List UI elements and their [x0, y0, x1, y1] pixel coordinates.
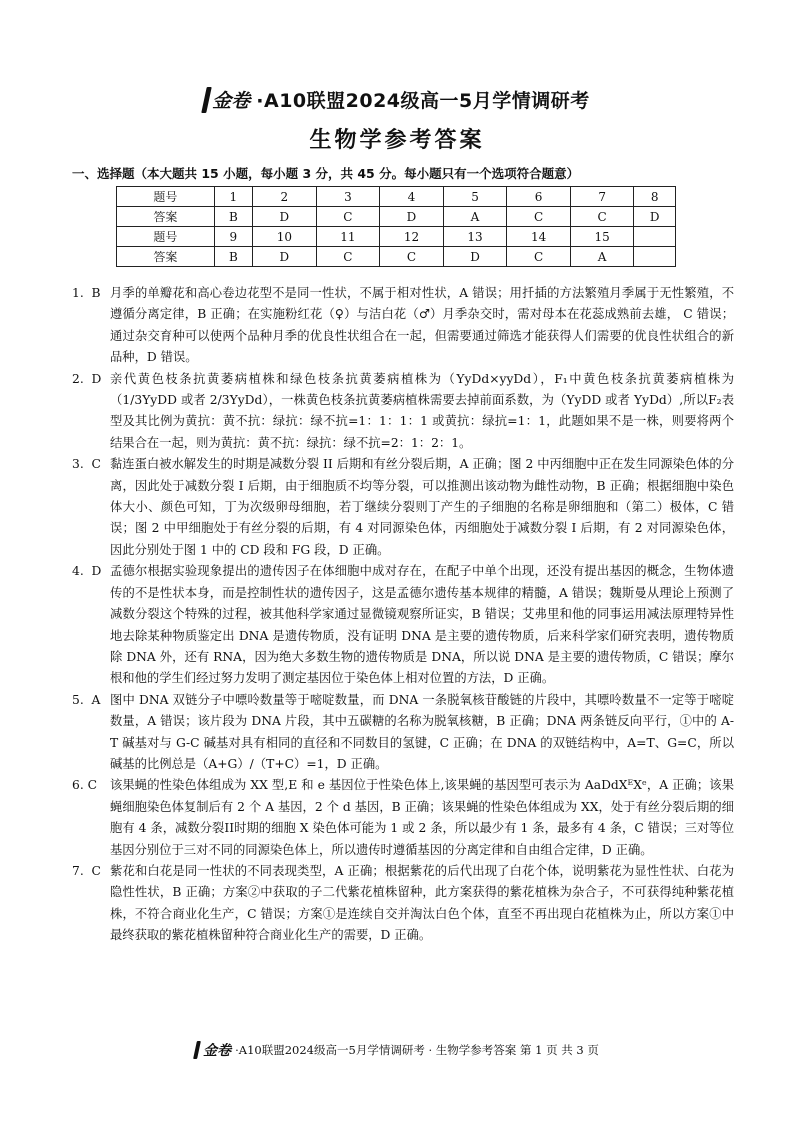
logo-text: 金卷 [212, 90, 251, 112]
question-number: 1 [214, 187, 252, 207]
answer-cell: C [380, 247, 444, 267]
table-row [117, 207, 676, 227]
page-footer [0, 1040, 794, 1060]
page-title: 生物学参考答案 [309, 128, 485, 153]
answer-cell: D [253, 247, 317, 267]
item-number: 5. A [72, 692, 101, 707]
list-item [72, 561, 734, 689]
answer-cell: B [214, 207, 252, 227]
title-line [0, 86, 794, 113]
exam-title: ·A10联盟2024级高一5月学情调研考 [256, 90, 590, 112]
page-header [0, 86, 794, 154]
table-label-question: 题号 [117, 187, 215, 207]
answer-cell: D [253, 207, 317, 227]
table-row [117, 247, 676, 267]
item-text: 孟德尔根据实验现象提出的遗传因子在体细胞中成对存在，在配子中单个出现，还没有提出基因的概念，生物体遗传的不是性状本身，而是控制性状的遗传因子，这是孟德尔遗传基本规律的精髓，A 错误；魏斯曼从理论上预测了减数分裂这个特殊的过程，被其他科学家通过显微镜观察所证实，B 错误；艾弗里和他的同事运用减法原理特异性地去除某种物质鉴定出 DNA 是遗传物质，没有证明 DNA 是主要的遗传物质，后来科学家们研究表明，遗传物质除 DNA 外，还有 RNA，因为绝大多数生物的遗传物质是 DNA，所以说 DNA 是主要的遗传物质，C 错误；摩尔根和他的学生们经过努力发明了测定基因位于染色体上相对位置的方法，D 正确。 [110, 564, 734, 686]
list-item [72, 283, 734, 369]
item-text: 图中 DNA 双链分子中嘌呤数量等于嘧啶数量，而 DNA 一条脱氧核苷酸链的片段中，其嘌呤数量不一定等于嘧啶数量，A 错误；该片段为 DNA 片段，其中五碳糖的名称为脱氧核糖，B 正确；DNA 两条链反向平行，①中的 A-T 碱基对与 G-C 碱基对具有相同的直径和不同数目的氢键，C 正确；在 DNA 的双链结构中，A=T、G=C，所以碱基的比例总是（A+G）/（T+C）=1，D 正确。 [110, 692, 734, 771]
answer-cell: C [570, 207, 634, 227]
item-number: 4. D [72, 564, 102, 579]
item-text: 月季的单瓣花和高心卷边花型不是同一性状，不属于相对性状，A 错误；用扦插的方法繁殖月季属于无性繁殖，不遵循分离定律，B 正确；在实施粉红花（♀）与洁白花（♂）月季杂交时，需对母本在花蕊成熟前去雄， C 错误；通过杂交育种可以使两个品种月季的优良性状组合在一起，但需要通过筛选才能获得人们需要的优良性状组合的新品种，D 错误。 [110, 286, 734, 365]
answer-cell: C [316, 207, 380, 227]
logo-mark-icon [193, 1041, 201, 1059]
list-item [72, 369, 734, 455]
item-number: 1. B [72, 286, 101, 300]
question-number: 14 [507, 227, 571, 247]
question-number: 2 [253, 187, 317, 207]
answer-cell: D [443, 247, 507, 267]
list-item [72, 454, 734, 561]
question-number: 13 [443, 227, 507, 247]
table-label-answer: 答案 [117, 207, 215, 227]
item-number: 2. D [72, 371, 102, 386]
question-number: 10 [253, 227, 317, 247]
explanation-list [72, 283, 734, 947]
question-number: 5 [443, 187, 507, 207]
question-number: 12 [380, 227, 444, 247]
item-text: 该果蝇的性染色体组成为 XX 型,E 和 e 基因位于性染色体上,该果蝇的基因型可表示为 AaDdXᴱXᵉ，A 正确；该果蝇细胞染色体复制后有 2 个 A 基因，2 个 d 基因，B 正确；该果蝇的性染色体组成为 XX，处于有丝分裂后期的细胞有 4 条，减数分裂II时期的细胞 X 染色体可能为 1 或 2 条，所以最少有 1 条，最多有 4 条，C 错误；三对等位基因分别位于三对不同的同源染色体上，所以遗传时遵循基因的分离定律和自由组合定律，D 正确。 [110, 778, 734, 857]
answer-cell: A [570, 247, 634, 267]
table-label-question: 题号 [117, 227, 215, 247]
table-row [117, 187, 676, 207]
answer-cell: C [507, 247, 571, 267]
question-number: 7 [570, 187, 634, 207]
answer-table [116, 186, 676, 267]
logo-mark-icon [201, 87, 212, 113]
list-item [72, 775, 734, 861]
answer-cell: D [380, 207, 444, 227]
question-number: 11 [316, 227, 380, 247]
brand-logo [204, 86, 250, 113]
question-number: 3 [316, 187, 380, 207]
item-text: 亲代黄色枝条抗黄萎病植株和绿色枝条抗黄萎病植株为（YyDd×yyDd），F₁中黄色枝条抗黄萎病植株为（1/3YyDD 或者 2/3YyDd），一株黄色枝条抗黄萎病植株需要去掉前面系数，为（YyDD 或者 YyDd）,所以F₂表型及其比例为黄抗：黄不抗：绿抗：绿不抗=1：1：1：1 或黄抗：绿抗=1：1，此题如果不是一株，则要将两个结果合在一起，则为黄抗：黄不抗：绿抗：绿不抗=2：1：2：1。 [110, 371, 734, 450]
table-label-answer: 答案 [117, 247, 215, 267]
question-number: 6 [507, 187, 571, 207]
answer-cell: D [634, 207, 676, 227]
list-item [72, 861, 734, 947]
list-item [72, 690, 734, 776]
answer-cell: A [443, 207, 507, 227]
footer-logo-text: 金卷 [203, 1043, 232, 1059]
table-row [117, 227, 676, 247]
answer-cell: C [507, 207, 571, 227]
item-text: 紫花和白花是同一性状的不同表现类型，A 正确；根据紫花的后代出现了白花个体，说明紫花为显性性状、白花为隐性性状，B 正确；方案②中获取的子二代紫花植株留种，此方案获得的紫花植株为杂合子，不可获得纯种紫花植株，不符合商业化生产，C 错误；方案①是连续自交并淘汰白色个体，直至不再出现白花植株为止，所以方案①中最终获取的紫花植株留种符合商业化生产的需要，D 正确。 [110, 863, 734, 943]
question-number: 8 [634, 187, 676, 207]
item-text: 黏连蛋白被水解发生的时期是减数分裂 II 后期和有丝分裂后期，A 正确；图 2 中丙细胞中正在发生同源染色体的分离，因此处于减数分裂 I 后期，由于细胞质不均等分裂，可以推测出该动物为雌性动物，B 正确；根据细胞中染色体大小、颜色可知，丁为次级卵母细胞，若丁继续分裂则丁产生的子细胞的名称是卵细胞和（第二）极体，C 错误；图 2 中甲细胞处于有丝分裂的后期，有 4 对同源染色体，丙细胞处于减数分裂 I 后期，有 2 对同源染色体，因此分别处于图 1 中的 CD 段和 FG 段，D 正确。 [110, 457, 734, 557]
answer-cell: C [316, 247, 380, 267]
item-number: 6. C [72, 778, 98, 793]
question-number [634, 227, 676, 247]
section-heading: 一、选择题（本大题共 15 小题，每小题 3 分，共 45 分。每小题只有一个选项符合题意） [72, 166, 580, 181]
question-number: 4 [380, 187, 444, 207]
item-number: 7. C [72, 863, 101, 878]
answer-cell [634, 247, 676, 267]
answer-cell: B [214, 247, 252, 267]
footer-text: ·A10联盟2024级高一5月学情调研考 · 生物学参考答案 第 1 页 共 3 页 [235, 1043, 599, 1057]
question-number: 15 [570, 227, 634, 247]
item-number: 3. C [72, 457, 101, 472]
question-number: 9 [214, 227, 252, 247]
